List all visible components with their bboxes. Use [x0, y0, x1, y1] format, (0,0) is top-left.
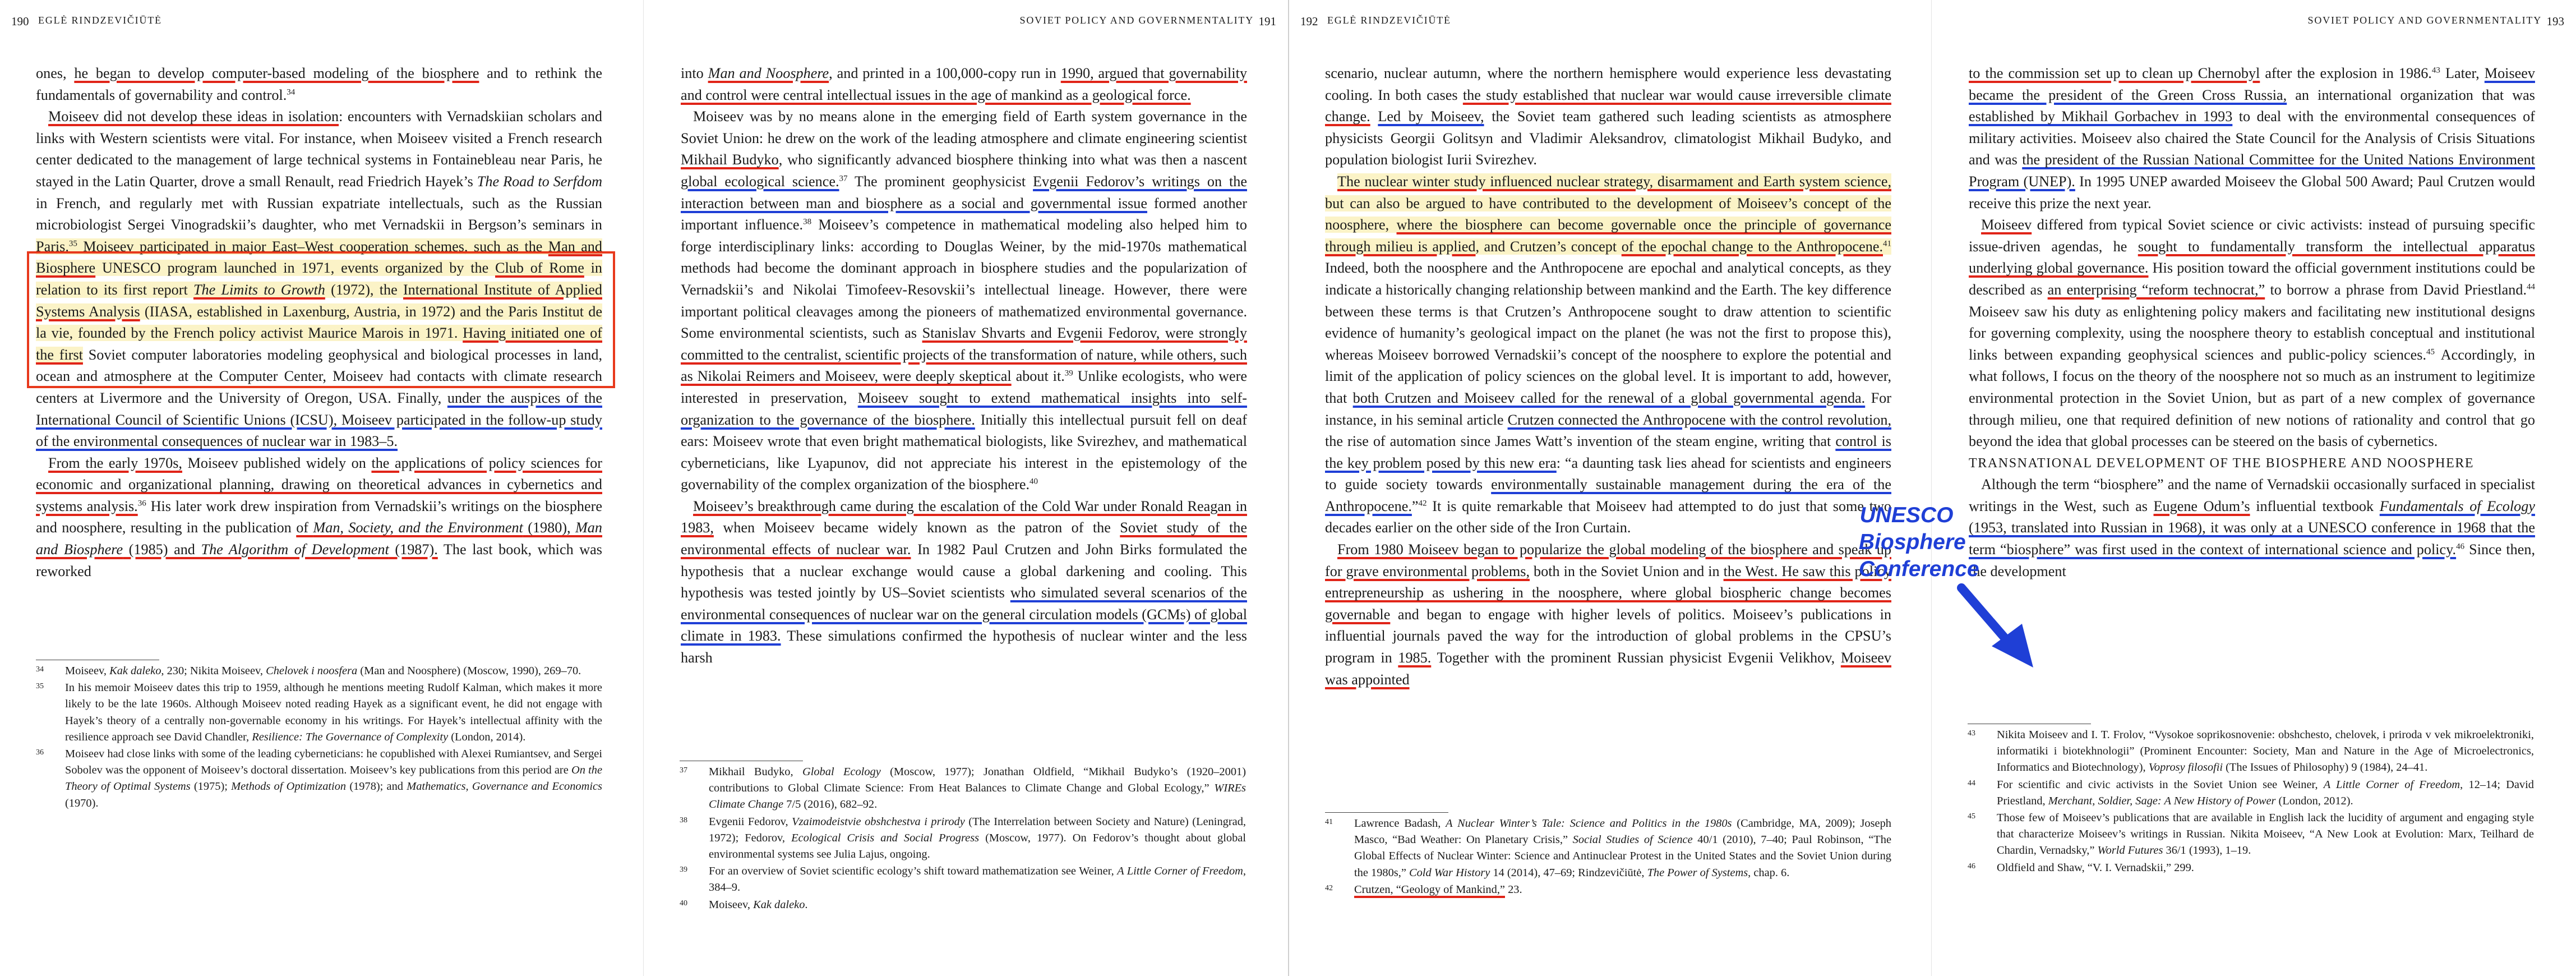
page-header — [1300, 15, 1920, 28]
footnote: 43 Nikita Moiseev and I. T. Frolov, “Vysokoe soprikosnovenie: obshchesto, chelovek, i priroda v vek mikroelektroniki, informatiki i biotekhnologii” (Prominent Encounter: Society, Man and Nature in the Age of Microelectronics, Informatics and Biotechnology), Voprosy filosofii (The Issues of Philosophy) 9 (1984), 24–41. — [1968, 729, 2534, 774]
footnote: 36 Moiseev had close links with some of the leading cyberneticians: he copublished with Alexei Rumiantsev, and Sergei Sobolev was the opponent of Moiseev’s doctoral dissertation. Moiseev’s key publications from this period are On the Theory of Optimal Systems (1975); Methods of Optimization (1978); and Mathematics, Governance and Economics (1970). — [36, 748, 602, 809]
page-header — [11, 15, 632, 28]
page-191 — [644, 0, 1287, 976]
footnote: 34 Moiseev, Kak daleko, 230; Nikita Moiseev, Chelovek i noosfera (Man and Noosphere) (Moscow, 1990), 269–70. — [36, 665, 581, 677]
paragraph: Moiseev’s breakthrough came during the escalation of the Cold War under Ronald Reagan in 1983, when Moiseev became widely known as the patron of the Soviet study of the environmental effects of nuclear war. In 1982 Paul Crutzen and John Birks formulated the hypothesis that a nuclear exchange would cause a global darkening and cooling. This hypothesis was tested jointly by US–Soviet scientists who simulated several scenarios of the environmental consequences of nuclear war on the general circulation models (GCMs) of global climate in 1983. These simulations confirmed the hypothesis of nuclear winter and the less harsh — [681, 498, 1247, 666]
paragraph: into Man and Noosphere, and printed in a 100,000-copy run in 1990, argued that governability and control were central intellectual issues in the age of mankind as a geological force. — [681, 65, 1247, 103]
body-text — [1325, 63, 1891, 690]
paragraph: ones, he began to develop computer-based modeling of the biosphere and to rethink the fundamentals of governability and control.$^{34}$ — [36, 65, 602, 103]
section-heading: TRANSNATIONAL DEVELOPMENT OF THE BIOSPHERE AND NOOSPHERE — [1969, 455, 2475, 471]
running-head: SOVIET POLICY AND GOVERNMENTALITY — [1019, 15, 1254, 26]
page-193 — [1932, 0, 2575, 976]
footnotes — [1968, 727, 2534, 877]
footnote: 41 Lawrence Badash, A Nuclear Winter’s Tale: Science and Politics in the 1980s (Cambridge, MA, 2009); Joseph Masco, “Bad Weather: On Planetary Crisis,” Social Studies of Science 40/1 (2010), 7–40; Paul Robinson, “The Global Effects of Nuclear Winter: Science and Antinuclear Protest in the United States and the Soviet Union during the 1980s,” Cold War History 14 (2014), 47–69; Rindzevičiūtė, The Power of Systems, chap. 6. — [1325, 817, 1891, 879]
page-number: 190 — [11, 15, 29, 28]
paragraph: Moiseev did not develop these ideas in isolation: encounters with Vernadskiian scholars and links with Western scientists were vital. For instance, when Moiseev visited a French research center dedicated to the management of large technical systems in Fontainebleau near Paris, he stayed in the Latin Quarter, drove a small Renault, read Friedrich Hayek’s The Road to Serfdom in French, and regularly met with Russian expatriate intellectuals, such as the Russian microbiologist Sergei Vinogradskii’s daughter, who met Vernadskii in Bergson’s seminars in Paris.$^{35}$ Moiseev participated in major East–West cooperation schemes, such as the Man and Biosphere UNESCO program launched in 1971, events organized by the Club of Rome in relation to its first report The Limits to Growth (1972), the International Institute of Applied Systems Analysis (IIASA, established in Laxenburg, Austria, in 1972) and the Paris Institut de la vie, founded by the French policy activist Maurice Marois in 1971. Having initiated one of the first Soviet computer laboratories modeling geophysical and biological processes in land, ocean and atmosphere at the Computer Center, Moiseev had contacts with climate research centers at Livermore and the University of Oregon, USA. Finally, under the auspices of the International Council of Scientific Unions (ICSU), Moiseev participated in the follow-up study of the environmental consequences of nuclear war in 1983–5. — [36, 108, 603, 450]
footnote: 45 Those few of Moiseev’s publications that are available in English lack the lucidity of argument and engaging style that characterize Moiseev’s writings in Russian. Nikita Moiseev, “A New Look at Evolution: Marx, Teilhard de Chardin, Vernadsky,” World Futures 36/1 (1993), 1–19. — [1968, 812, 2534, 857]
page-number: 191 — [1258, 15, 1276, 28]
unesco-annotation — [1859, 502, 1979, 583]
footnotes — [36, 663, 602, 812]
footnote: 38 Evgenii Fedorov, Vzaimodeistvie obshchestva i prirody (The Interrelation between Society and Nature) (Leningrad, 1972); Fedorov, Ecological Crisis and Social Progress (Moscow, 1977). On Fedorov’s thought about global environmental systems see Julia Lajus, ongoing. — [680, 815, 1246, 861]
page-192 — [1288, 0, 1932, 976]
page-number: 192 — [1300, 15, 1318, 28]
running-head: EGLĖ RINDZEVIČIŪTĖ — [38, 15, 162, 26]
body-text — [681, 63, 1247, 669]
footnotes — [680, 764, 1246, 914]
page-header — [1943, 15, 2564, 28]
annotation-line: UNESCO — [1859, 503, 1954, 527]
page-number: 193 — [2546, 15, 2564, 28]
footnote: 37 Mikhail Budyko, Global Ecology (Moscow, 1977); Jonathan Oldfield, “Mikhail Budyko’s (1920–2001) contributions to Global Climate Science: From Heat Balances to Climate Change and Global Ecology,” WIREs Climate Change 7/5 (2016), 682–92. — [680, 766, 1246, 811]
paragraph: Moiseev was by no means alone in the emerging field of Earth system governance in the Soviet Union: he drew on the work of the leading atmosphere and climate engineering scientist Mikhail Budyko, who significantly advanced biosphere thinking into what was then a nascent global ecological science.$^{37}$ The prominent geophysicist Evgenii Fedorov’s writings on the interaction between man and biosphere as a social and governmental issue formed another important influence.$^{38}$ Moiseev’s competence in mathematical modeling also helped him to forge interdisciplinary links: according to Douglas Weiner, by the mid-1970s mathematical methods had become the dominant approach in biosphere studies and the popularization of Vernadskii’s and Nikolai Timofeev-Resovskii’s intellectual lineage. However, there were important political cleavages among the pioneers of mathematized environmental governance. Some environmental scientists, such as Stanislav Shvarts and Evgenii Fedorov, were strongly committed to the centralist, scientific projects of the transformation of nature, while others, such as Nikolai Reimers and Moiseev, were deeply skeptical about it.$^{39}$ Unlike ecologists, who were interested in preservation, Moiseev sought to extend mathematical insights into self-organization to the governance of the biosphere. Initially this intellectual pursuit fell on deaf ears: Moiseev wrote that even bright mathematical biologists, like Svirezhev, and mathematical cyberneticians, like Lyapunov, did not appreciate his interest in the epistemology of the governability of the complex organization of the biosphere.$^{40}$ — [681, 108, 1248, 493]
footnotes — [1325, 816, 1891, 899]
footnote-rule — [1325, 812, 1448, 813]
paragraph: Although the term “biosphere” and the name of Vernadskii occasionally surfaced in specialist writings in the West, such as Eugene Odum’s influential textbook Fundamentals of Ecology (1953, translated into Russian in 1968), it was only at a UNESCO conference in 1968 that the term “biosphere” was first used in the context of international science and policy.$^{46}$ Since then, the development — [1969, 476, 2535, 579]
footnote: 44 For scientific and civic activists in the Soviet Union see Weiner, A Little Corner of Freedom, 12–14; David Priestland, Merchant, Soldier, Sage: A New History of Power (London, 2012). — [1968, 778, 2534, 807]
paragraph: scenario, nuclear autumn, where the northern hemisphere would experience less devastating cooling. In both cases the study established that nuclear war would cause irreversible climate change. Led by Moiseev, the Soviet team gathered such leading scientists as atmosphere physicists Georgii Golitsyn and Vladimir Aleksandrov, climatologist Mikhail Budyko, and population biologist Iurii Svirezhev. — [1325, 65, 1891, 168]
running-head: EGLĖ RINDZEVIČIŪTĖ — [1327, 15, 1451, 26]
paragraph: Moiseev differed from typical Soviet science or civic activists: instead of pursuing specific issue-driven agendas, he sought to fundamentally transform the intellectual apparatus underlying global governance. His position toward the official government institutions could be described as an enterprising “reform technocrat,” to borrow a phrase from David Priestland.$^{44}$ Moiseev saw his duty as enlightening policy makers and facilitating new institutional designs for governing complexity, using the noosphere theory to establish conceptual and institutional links between expanding geophysical sciences and public-policy sciences.$^{45}$ Accordingly, in what follows, I focus on the theory of the noosphere not so much as an instrument to legitimize environmental protection in the Soviet Union, but as part of a new complex of governance through milieu, one that required definition of new notions of rationality and control that go beyond the idea that global processes can be steered on the basis of cybernetics. — [1969, 217, 2536, 450]
footnote: 35 In his memoir Moiseev dates this trip to 1959, although he mentions meeting Rudolf Kalman, which makes it more likely to be the late 1960s. Although Moiseev noted reading Hayek as a significant event, he did not engage with Hayek’s theory of a centrally non-governable economy in his writings. For Hayek’s intellectual affinity with the resilience approach see David Chandler, Resilience: The Governance of Complexity (London, 2014). — [36, 682, 602, 743]
page-header — [655, 15, 1276, 28]
running-head: SOVIET POLICY AND GOVERNMENTALITY — [2307, 15, 2542, 26]
footnote: 46 Oldfield and Shaw, “V. I. Vernadskii,” 299. — [1968, 861, 2194, 874]
footnote: 42 Crutzen, “Geology of Mankind,” 23. — [1325, 883, 1522, 896]
arrow-icon — [1957, 583, 2041, 673]
annotation-line: Biosphere — [1859, 530, 1966, 554]
footnote: 40 Moiseev, Kak daleko. — [680, 898, 808, 911]
body-text — [1969, 63, 2535, 582]
footnote: 39 For an overview of Soviet scientific ecology’s shift toward mathematization see Weiner, A Little Corner of Freedom, 384–9. — [680, 865, 1246, 894]
paragraph: to the commission set up to clean up Chernobyl after the explosion in 1986.43 Later, Moiseev became the president of the Green Cross Russia, an international organization that was established by Mikhail Gorbachev in 1993 to deal with the environmental consequences of military activities. Moiseev also chaired the State Council for the Analysis of Crisis Situations and was the president of the Russian National Committee for the United Nations Environment Program (UNEP). In 1995 UNEP awarded Moiseev the Global 500 Award; Paul Crutzen would receive this prize the next year. — [1969, 65, 2535, 211]
paragraph: From 1980 Moiseev began to popularize the global modeling of the biosphere and speak up for grave environmental problems, both in the Soviet Union and in the West. He saw this policy entrepreneurship as ushering in the noosphere, where global biospheric change becomes governable and began to engage with higher levels of politics. Moiseev’s publications in influential journals paved the way for the introduction of global problems in the CPSU’s program in 1985. Together with the prominent Russian physicist Evgenii Velikhov, Moiseev was appointed — [1325, 541, 1891, 688]
highlight-box — [27, 251, 615, 388]
annotation-line: Conference — [1859, 557, 1979, 581]
page-190 — [0, 0, 644, 976]
paragraph: The nuclear winter study influenced nuclear strategy, disarmament and Earth system science, but can also be argued to have contributed to the development of Moiseev’s concept of the noosphere, where the biosphere can become governable once the principle of governance through milieu is applied, and Crutzen’s concept of the epochal change to the Anthropocene.$^{41}$ Indeed, both the noosphere and the Anthropocene are epochal and analytical concepts, as they indicate a historically changing relationship between mankind and the Earth. The key difference between these terms is that Crutzen’s Anthropocene sought to draw attention to scientific evidence of humanity’s geological impact on the planet (he was not the first to propose this), whereas Moiseev borrowed Vernadskii’s concept of the noosphere to explore the potential and limit of the application of policy sciences on the global level. It is important to add, however, that both Crutzen and Moiseev called for the renewal of a global governmental agenda. For instance, in his seminal article Crutzen connected the Anthropocene with the control revolution, the rise of automation since James Watt’s invention of the steam engine, writing that control is the key problem posed by this new era: “a daunting task lies ahead for scientists and engineers to guide society towards environmentally sustainable management during the era of the Anthropocene.”$^{42}$ It is quite remarkable that Moiseev had attempted to do just that some two decades earlier on the other side of the Iron Curtain. — [1325, 173, 1892, 536]
paragraph: From the early 1970s, Moiseev published widely on the applications of policy sciences for economic and organizational planning, drawing on theoretical advances in cybernetics and systems analysis.$^{36}$ His later work drew inspiration from Vernadskii’s writings on the biosphere and noosphere, resulting in the publication of Man, Society, and the Environment (1980), Man and Biosphere (1985) and The Algorithm of Development (1987). The last book, which was reworked — [36, 454, 602, 579]
